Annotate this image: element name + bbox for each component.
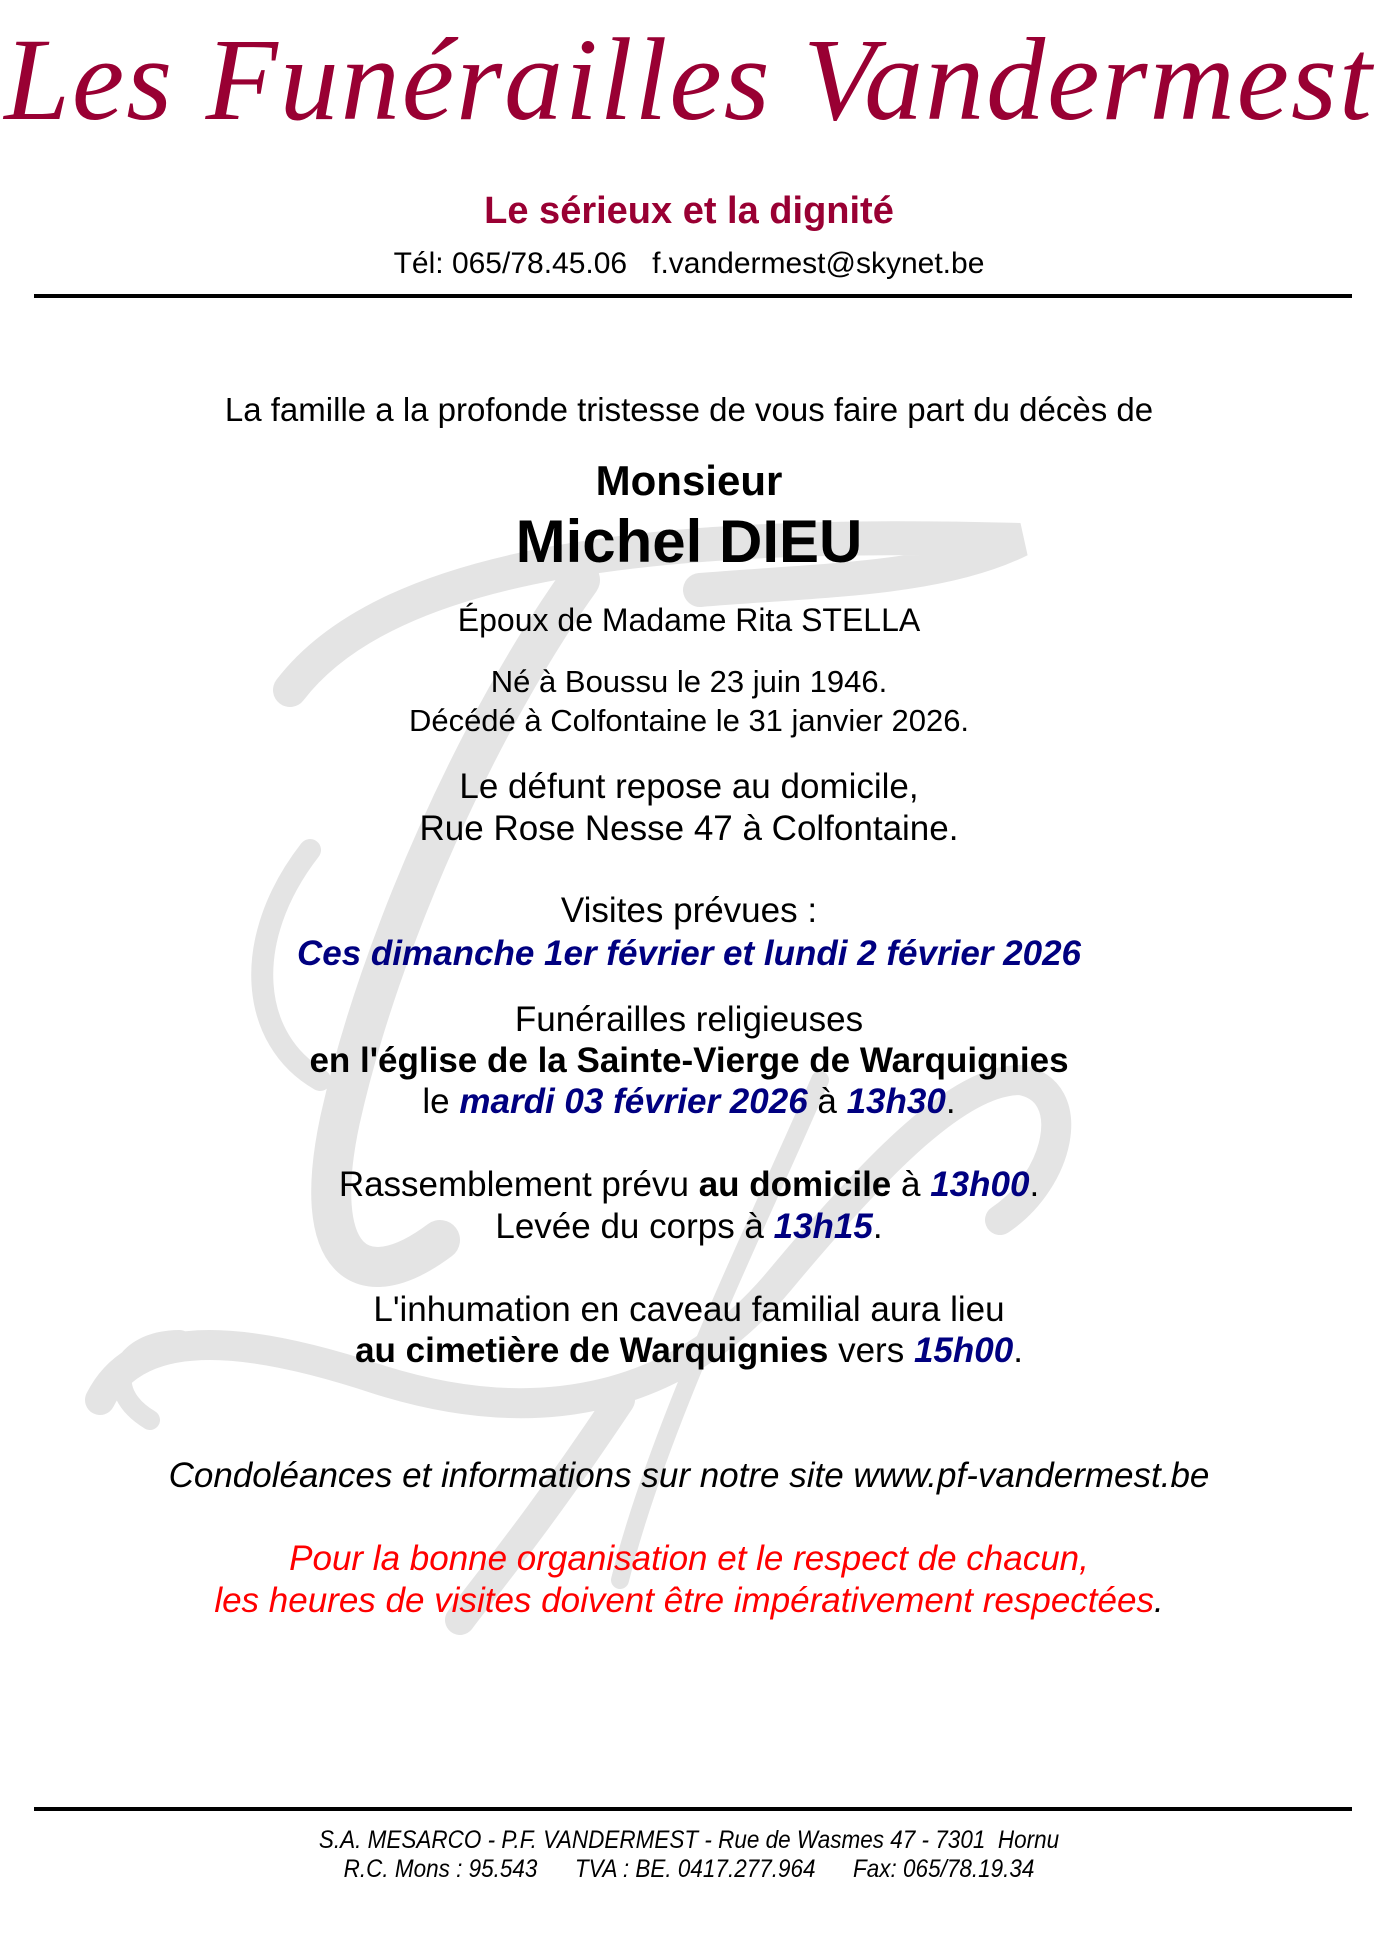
funeral-place: en l'église de la Sainte-Vierge de Warquignies (309, 1041, 1069, 1080)
funeral-date: mardi 03 février 2026 (459, 1082, 808, 1121)
spouse-text: Époux de Madame Rita STELLA (457, 602, 921, 638)
text: les heures de visites doivent être impérativement respectées (214, 1581, 1154, 1620)
deceased-name: Michel DIEU (515, 508, 863, 575)
intro-text: La famille a la profonde tristesse de vous faire part du décès de (224, 391, 1154, 428)
footer-line-1: S.A. MESARCO - P.F. VANDERMEST - Rue de Wasmes 47 - 7301 Hornu (318, 1826, 1060, 1854)
burial-line-2 (0, 1330, 1378, 1372)
gathering-place: au domicile (698, 1165, 892, 1204)
gathering-line (0, 1164, 1378, 1206)
company-logo: Les Funérailles Vandermest (4, 14, 1374, 145)
levee-line (0, 1206, 1378, 1248)
text: Levée du corps à (495, 1207, 774, 1246)
visits-dates: Ces dimanche 1er février et lundi 2 février 2026 (297, 934, 1081, 973)
footer-divider (34, 1807, 1352, 1811)
burial-line-1: L'inhumation en caveau familial aura lieu (373, 1290, 1005, 1329)
gathering-time: 13h00 (930, 1165, 1030, 1204)
text: à (891, 1165, 931, 1204)
visits-label: Visites prévues : (560, 891, 818, 930)
text: . (872, 1207, 883, 1246)
text: . (945, 1082, 956, 1121)
text: à (807, 1082, 847, 1121)
contact-line: Tél: 065/78.45.06 f.vandermest@skynet.be (393, 247, 985, 280)
footer-line-2: R.C. Mons : 95.543 TVA : BE. 0417.277.964 Fax: 065/78.19.34 (343, 1855, 1035, 1883)
birth-text: Né à Boussu le 23 juin 1946. (490, 664, 888, 699)
text: vers (828, 1331, 914, 1370)
funeral-time: 13h30 (846, 1082, 946, 1121)
text: . (1029, 1165, 1040, 1204)
death-text: Décédé à Colfontaine le 31 janvier 2026. (408, 703, 970, 738)
funeral-datetime (0, 1081, 1378, 1123)
funeral-label: Funérailles religieuses (514, 1000, 864, 1039)
header-divider (34, 294, 1352, 298)
burial-time: 15h00 (913, 1331, 1014, 1370)
text: . (1153, 1581, 1164, 1620)
text: le (422, 1082, 460, 1121)
text: Rassemblement prévu (338, 1165, 699, 1204)
condolences-text: Condoléances et informations sur notre site www.pf-vandermest.be (168, 1456, 1210, 1495)
levee-time: 13h15 (773, 1207, 873, 1246)
rest-line-1: Le défunt repose au domicile, (459, 767, 919, 806)
rest-line-2: Rue Rose Nesse 47 à Colfontaine. (419, 809, 959, 848)
deceased-title: Monsieur (595, 457, 783, 504)
burial-place: au cimetière de Warquignies (355, 1331, 829, 1370)
warning-line-2 (0, 1580, 1378, 1622)
warning-line-1: Pour la bonne organisation et le respect de chacun, (289, 1539, 1089, 1578)
tagline: Le sérieux et la dignité (484, 190, 894, 232)
text: . (1013, 1331, 1023, 1370)
